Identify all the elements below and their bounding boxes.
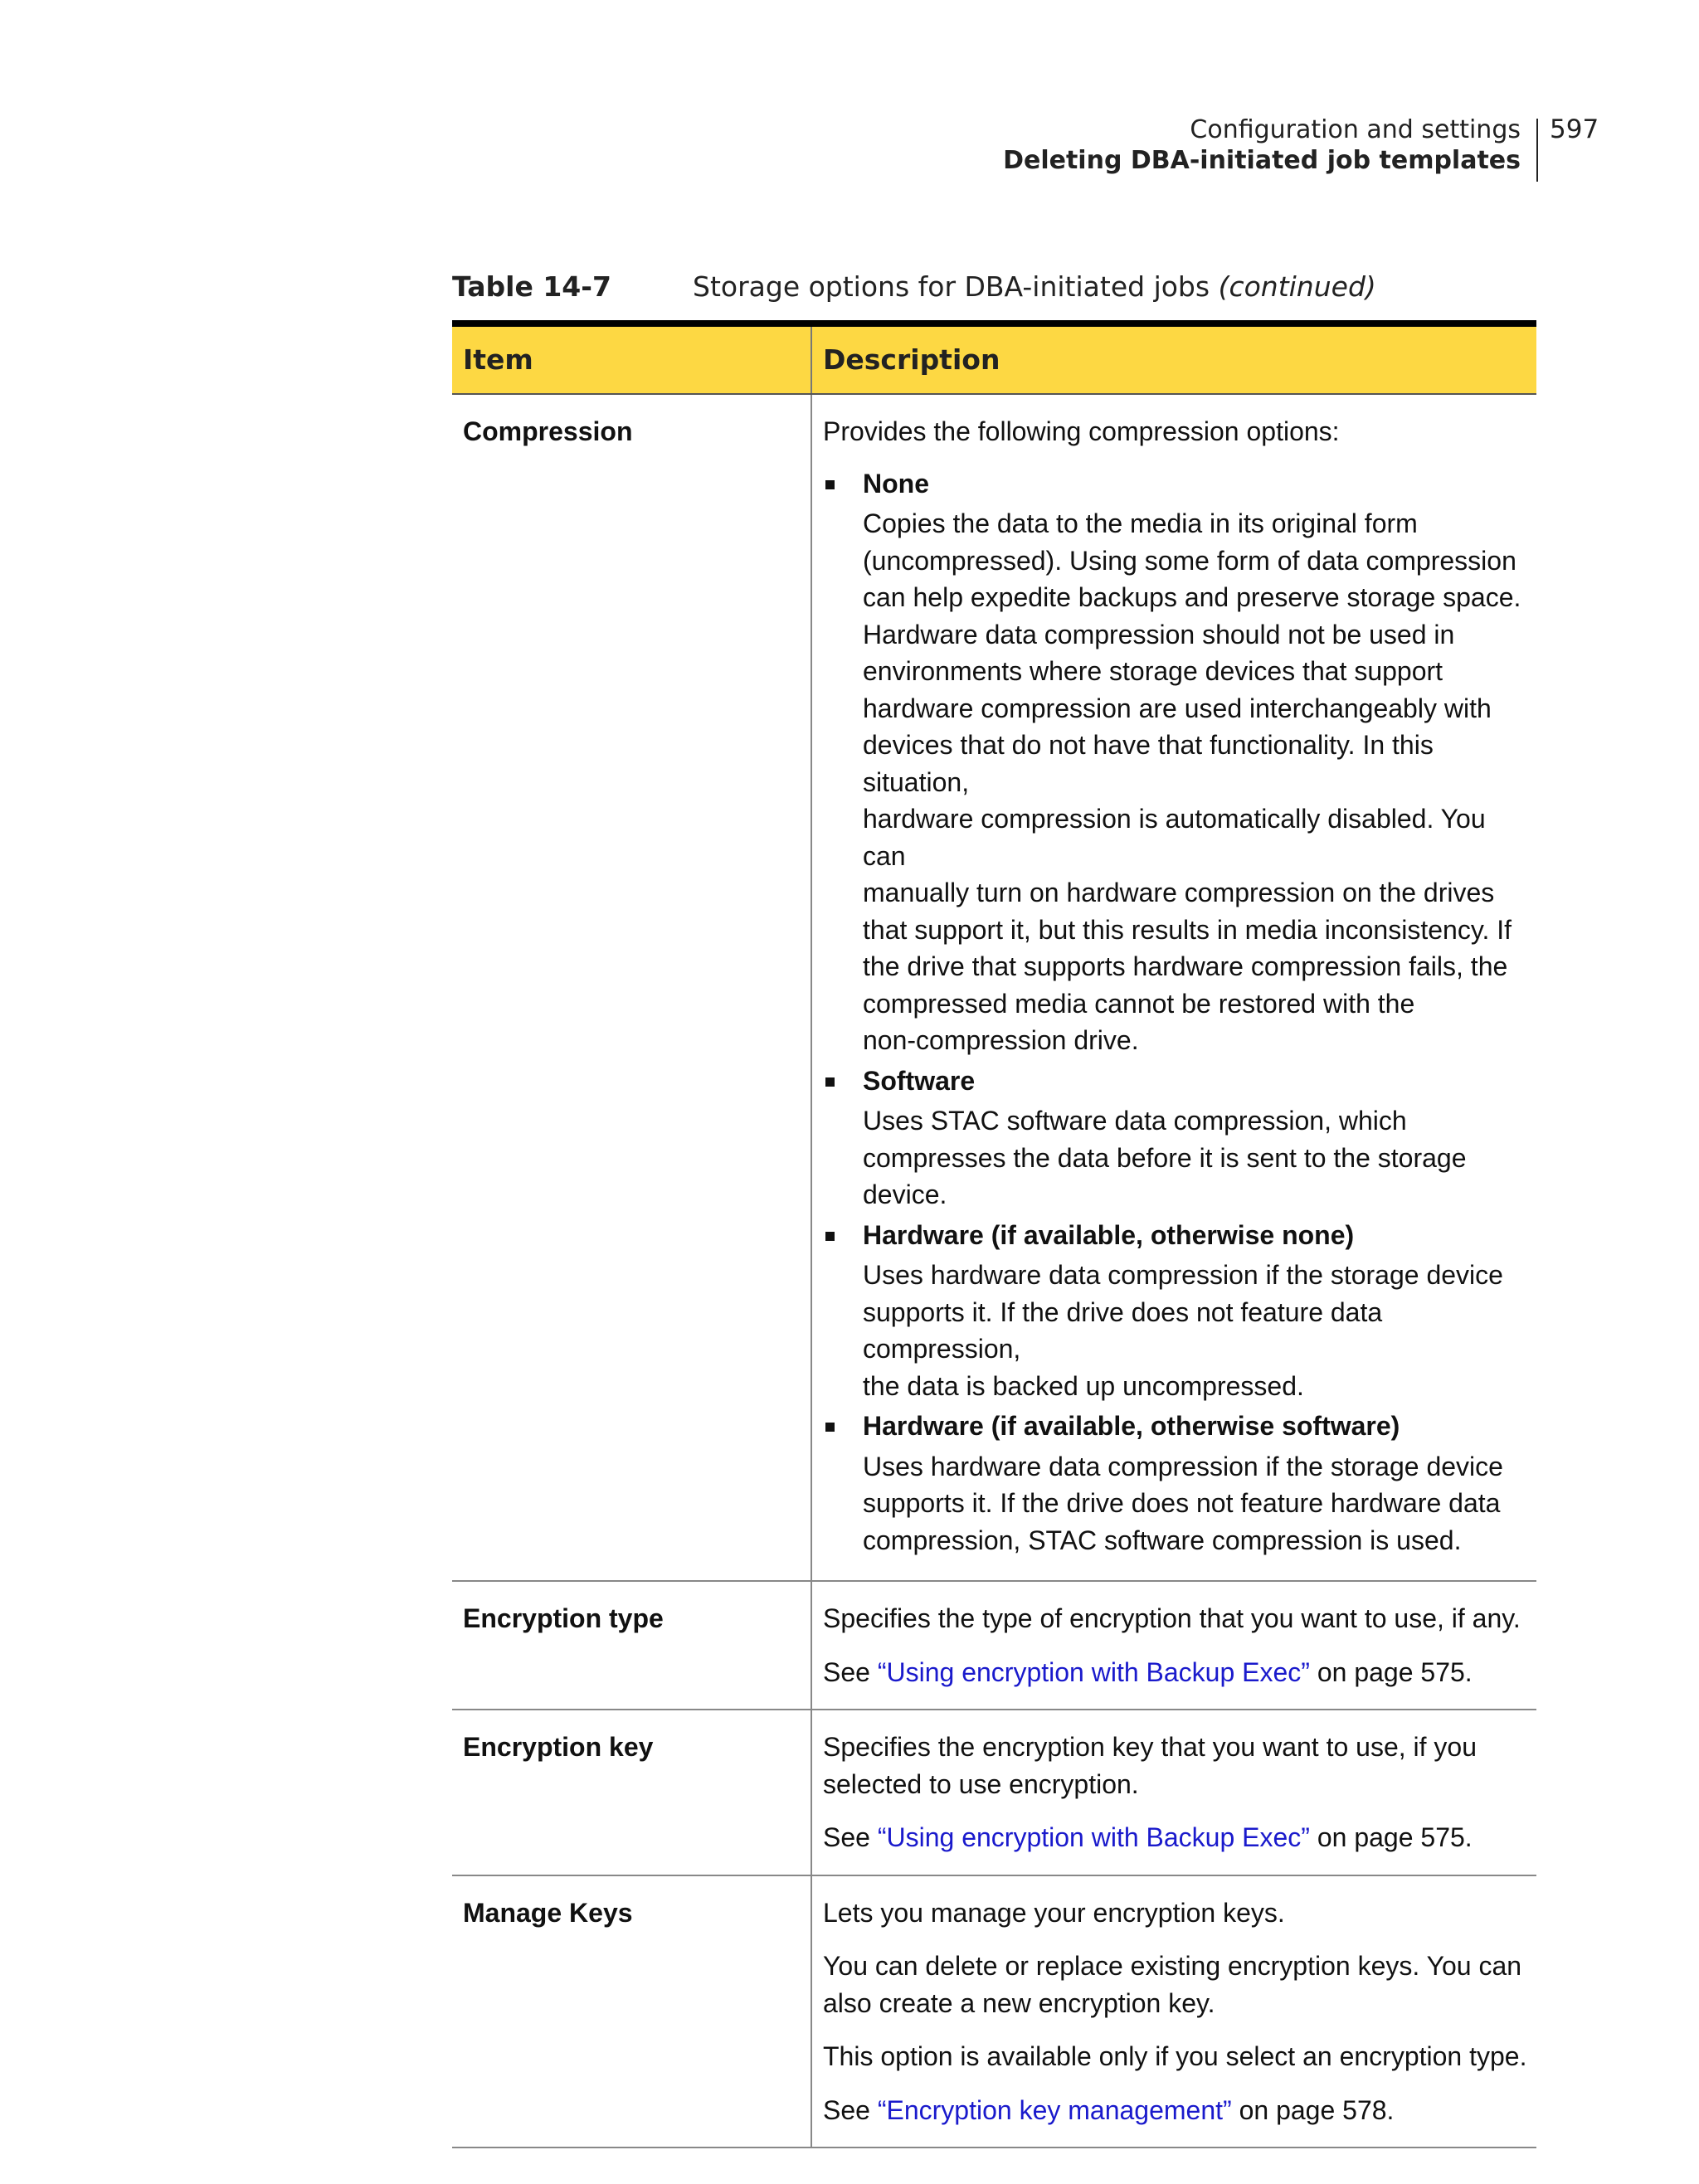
manage-keys-p3: This option is available only if you select an encryption type. — [823, 2041, 1527, 2071]
encryption-type-see — [823, 1654, 1528, 1691]
compression-option-line: compression, STAC software compression is used. — [863, 1525, 1462, 1555]
compression-option-line: hardware compression is automatically disabled. You can — [863, 804, 1486, 871]
chapter-title: Configuration and settings — [1190, 115, 1521, 144]
desc-compression — [812, 395, 1536, 1580]
encryption-key-see — [823, 1819, 1528, 1856]
page-number: 597 — [1550, 114, 1599, 144]
item-manage-keys: Manage Keys — [452, 1876, 812, 2148]
compression-option — [823, 1217, 1528, 1405]
bullet-square-icon — [825, 1232, 835, 1241]
desc-encryption-type — [812, 1582, 1536, 1709]
see-prefix: See — [823, 2094, 878, 2125]
compression-option-title: Software — [863, 1065, 976, 1096]
compression-option-line: supports it. If the drive does not feature data compression, — [863, 1296, 1383, 1364]
bullet-square-icon — [825, 1077, 835, 1087]
table-header-row — [452, 327, 1536, 395]
see-suffix: on page 578. — [1231, 2094, 1395, 2125]
compression-option-title: None — [863, 468, 929, 499]
compression-option-line: the data is backed up uncompressed. — [863, 1370, 1304, 1401]
manage-keys-p1: Lets you manage your encryption keys. — [823, 1897, 1285, 1928]
encryption-key-line1: Specifies the encryption key that you want to use, if you — [823, 1732, 1477, 1762]
header-description: Description — [823, 343, 1000, 376]
link-using-encryption[interactable]: “Using encryption with Backup Exec” — [877, 1656, 1310, 1687]
link-encryption-key-management[interactable]: “Encryption key management” — [877, 2094, 1232, 2125]
compression-option-line: devices that do not have that functionality. In this situation, — [863, 730, 1434, 797]
item-encryption-key: Encryption key — [452, 1710, 812, 1875]
compression-option-line: can help expedite backups and preserve storage space. — [863, 582, 1521, 612]
compression-option-line: manually turn on hardware compression on the drives — [863, 878, 1495, 907]
compression-option-line: the drive that supports hardware compression fails, the — [863, 951, 1508, 981]
encryption-type-text: Specifies the type of encryption that you want to use, if any. — [823, 1603, 1521, 1633]
manage-keys-p2-line1: You can delete or replace existing encryption keys. You can — [823, 1951, 1522, 1981]
see-prefix: See — [823, 1822, 878, 1852]
encryption-key-line2: selected to use encryption. — [823, 1768, 1139, 1799]
desc-manage-keys — [812, 1876, 1536, 2148]
see-suffix: on page 575. — [1309, 1822, 1473, 1852]
manage-keys-p2 — [823, 1948, 1528, 2021]
compression-option-line: compressed media cannot be restored with the — [863, 988, 1415, 1019]
item-compression: Compression — [452, 395, 812, 1580]
compression-option-line: non-compression drive. — [863, 1025, 1139, 1055]
manage-keys-p2-line2: also create a new encryption key. — [823, 1987, 1215, 2018]
see-prefix: See — [823, 1656, 878, 1687]
compression-option-line: (uncompressed). Using some form of data compression — [863, 545, 1516, 576]
table-title: Storage options for DBA-initiated jobs — [693, 270, 1210, 303]
see-suffix: on page 575. — [1309, 1656, 1473, 1687]
table-row-manage-keys — [452, 1876, 1536, 2149]
manage-keys-see — [823, 2092, 1528, 2129]
storage-options-table — [452, 320, 1536, 2148]
compression-option-line: Uses hardware data compression if the storage device — [863, 1451, 1503, 1481]
compression-option-line: that support it, but this results in media inconsistency. If — [863, 914, 1512, 945]
compression-option-line: Copies the data to the media in its original form — [863, 508, 1418, 538]
table-number: Table 14-7 — [452, 270, 611, 303]
running-header — [774, 114, 1521, 176]
table-row-encryption-key — [452, 1710, 1536, 1876]
compression-option — [823, 465, 1528, 1059]
item-encryption-type: Encryption type — [452, 1582, 812, 1709]
bullet-square-icon — [825, 1423, 835, 1432]
compression-option-title: Hardware (if available, otherwise software) — [863, 1411, 1400, 1441]
bullet-square-icon — [825, 480, 835, 489]
desc-encryption-key — [812, 1710, 1536, 1875]
compression-option-line: Uses STAC software data compression, which — [863, 1106, 1407, 1136]
compression-intro: Provides the following compression options: — [823, 416, 1340, 446]
compression-option-line: device. — [863, 1180, 947, 1209]
compression-option-line: environments where storage devices that support — [863, 656, 1443, 686]
header-item: Item — [452, 327, 812, 393]
table-row-compression — [452, 395, 1536, 1582]
compression-option-line: Hardware data compression should not be used in — [863, 619, 1455, 649]
section-title: Deleting DBA-initiated job templates — [1003, 146, 1521, 175]
encryption-key-text — [823, 1729, 1528, 1802]
table-continued: (continued) — [1218, 270, 1376, 303]
compression-option — [823, 1408, 1528, 1559]
table-caption — [452, 270, 1539, 303]
compression-option-title: Hardware (if available, otherwise none) — [863, 1219, 1355, 1250]
compression-option-line: supports it. If the drive does not feature hardware data — [863, 1488, 1501, 1518]
link-using-encryption[interactable]: “Using encryption with Backup Exec” — [877, 1822, 1310, 1852]
table-row-encryption-type — [452, 1582, 1536, 1710]
compression-option — [823, 1063, 1528, 1214]
compression-option-line: compresses the data before it is sent to the storage — [863, 1142, 1467, 1173]
compression-options-list — [823, 465, 1528, 1559]
compression-option-line: Uses hardware data compression if the storage device — [863, 1260, 1503, 1290]
header-divider — [1536, 119, 1538, 182]
compression-option-line: hardware compression are used interchangeably with — [863, 693, 1492, 723]
